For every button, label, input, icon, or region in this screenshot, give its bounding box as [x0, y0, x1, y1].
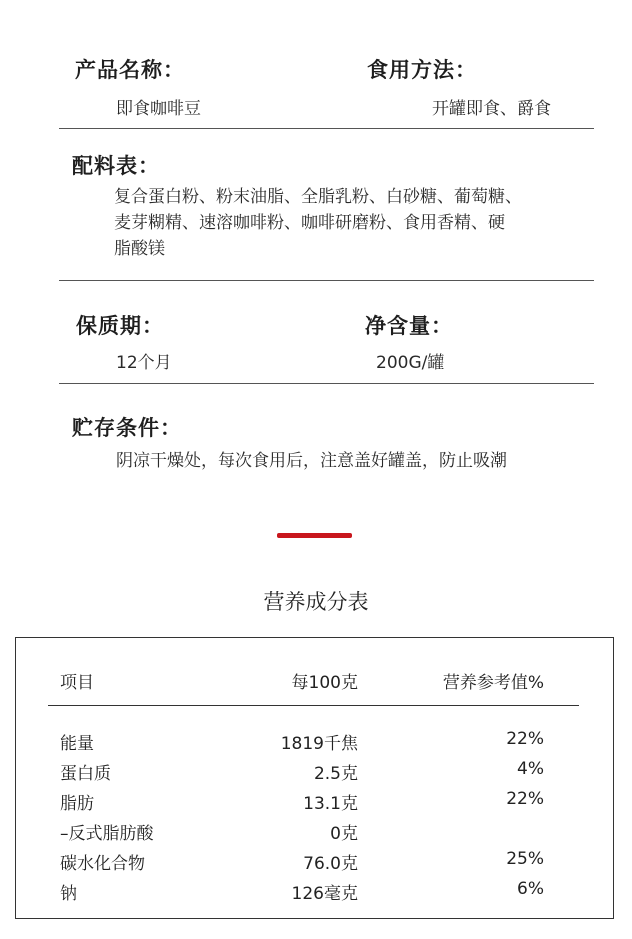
table-cell-per100: 13.1克 [303, 794, 358, 814]
storage-label: 贮存条件： [72, 416, 182, 440]
product-name-value: 即食咖啡豆 [116, 99, 201, 119]
table-cell-per100: 2.5克 [313, 764, 358, 784]
divider [59, 383, 594, 384]
table-cell-nrv: 4% [517, 759, 544, 779]
net-content-value: 200G/罐 [376, 353, 445, 373]
table-cell-item: 脂肪 [60, 794, 94, 814]
shelf-life-value: 12个月 [116, 353, 172, 373]
column-header-per100: 每100克 [291, 673, 358, 693]
accent-bar [277, 533, 352, 538]
table-cell-nrv: 22% [506, 729, 544, 749]
table-cell-item: 碳水化合物 [60, 854, 145, 874]
usage-label: 食用方法： [367, 58, 477, 82]
column-header-nrv: 营养参考值% [442, 673, 544, 693]
column-header-item: 项目 [60, 673, 94, 693]
table-cell-per100: 126毫克 [291, 884, 358, 904]
divider [59, 128, 594, 129]
table-cell-item: –反式脂肪酸 [60, 824, 154, 844]
ingredients-label: 配料表： [72, 154, 160, 178]
ingredients-line: 脂酸镁 [114, 239, 165, 259]
ingredients-text [114, 184, 594, 262]
table-cell-item: 蛋白质 [60, 764, 111, 784]
ingredients-line: 复合蛋白粉、粉末油脂、全脂乳粉、白砂糖、葡萄糖、 [114, 187, 522, 207]
table-cell-item: 能量 [60, 734, 94, 754]
table-cell-per100: 1819千焦 [280, 734, 358, 754]
table-header-divider [48, 705, 579, 706]
table-cell-item: 钠 [60, 884, 77, 904]
ingredients-line: 麦芽糊精、速溶咖啡粉、咖啡研磨粉、食用香精、硬 [114, 213, 505, 233]
product-name-label: 产品名称： [75, 58, 185, 82]
table-cell-nrv: 6% [517, 879, 544, 899]
net-content-label: 净含量： [365, 314, 453, 338]
shelf-life-label: 保质期： [76, 314, 164, 338]
table-cell-per100: 0克 [330, 824, 358, 844]
storage-value: 阴凉干燥处，每次食用后，注意盖好罐盖，防止吸潮 [116, 451, 507, 471]
divider [59, 280, 594, 281]
table-cell-nrv: 22% [506, 789, 544, 809]
table-cell-per100: 76.0克 [303, 854, 358, 874]
nutrition-title: 营养成分表 [263, 590, 369, 614]
usage-value: 开罐即食、爵食 [432, 99, 551, 119]
table-cell-nrv: 25% [506, 849, 544, 869]
